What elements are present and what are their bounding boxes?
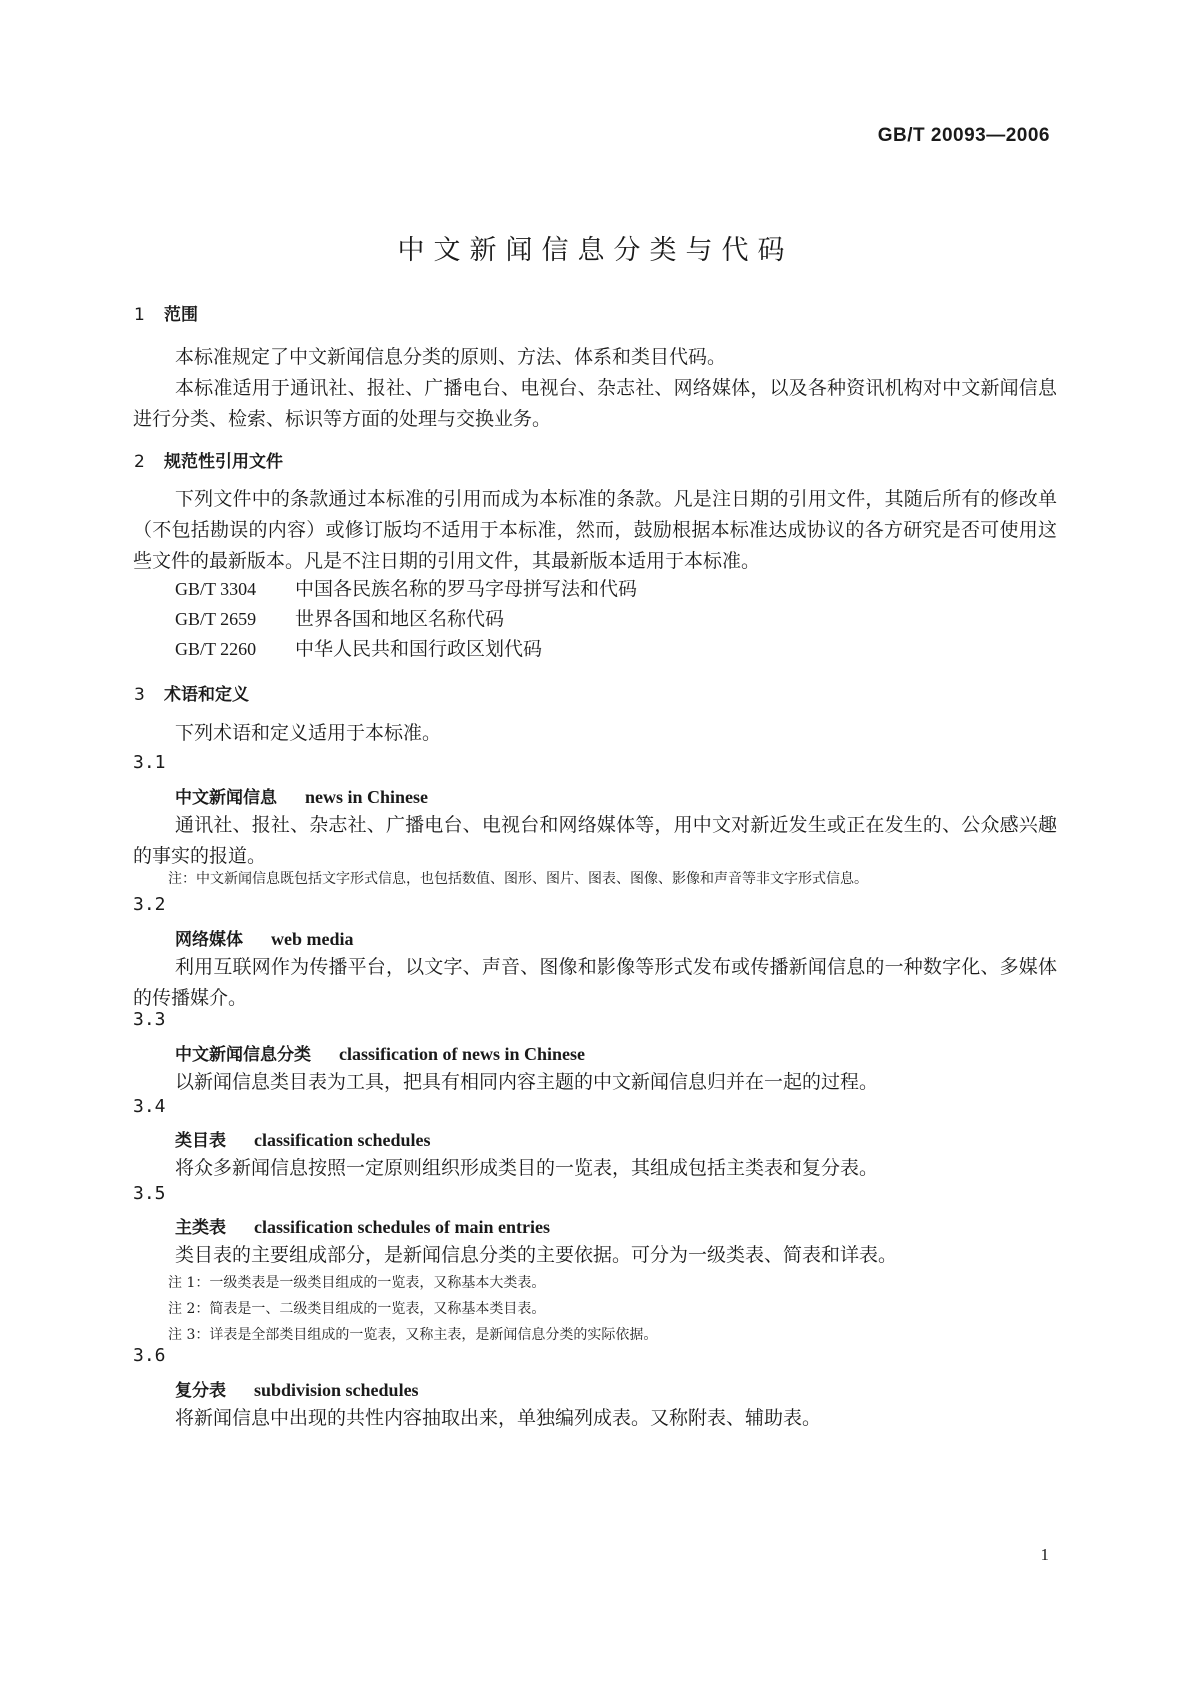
term-number: 3.4 xyxy=(133,1096,166,1117)
term-heading xyxy=(175,925,354,950)
section-3-heading xyxy=(134,680,249,705)
reference-title: 中华人民共和国行政区划代码 xyxy=(295,638,543,660)
term-definition: 通讯社、报社、杂志社、广播电台、电视台和网络媒体等，用中文对新近发生或正在发生的、公众感兴趣的事实的报道。 xyxy=(133,814,1057,867)
term-definition: 类目表的主要组成部分，是新闻信息分类的主要依据。可分为一级类表、简表和详表。 xyxy=(175,1244,898,1266)
section-number: 2 xyxy=(134,452,145,472)
document-title: 中文新闻信息分类与代码 xyxy=(397,235,794,266)
reference-item xyxy=(175,634,542,661)
term-number: 3.1 xyxy=(133,752,166,773)
paragraph: 本标准规定了中文新闻信息分类的原则、方法、体系和类目代码。 xyxy=(175,346,727,368)
term-number: 3.3 xyxy=(133,1009,166,1030)
term-en: news in Chinese xyxy=(305,787,429,807)
term-zh: 类目表 xyxy=(175,1131,226,1151)
term-en: classification schedules of main entries xyxy=(254,1217,550,1237)
term-note: 注 1：一级类表是一级类目组成的一览表，又称基本大类表。 xyxy=(168,1275,546,1291)
term-en: classification schedules xyxy=(254,1130,431,1150)
term-zh: 中文新闻信息分类 xyxy=(175,1045,311,1065)
term-note: 注 2：简表是一、二级类目组成的一览表，又称基本类目表。 xyxy=(168,1301,546,1317)
standard-number: GB/T 20093—2006 xyxy=(877,125,1050,146)
term-number: 3.2 xyxy=(133,894,166,915)
term-definition: 将新闻信息中出现的共性内容抽取出来，单独编列成表。又称附表、辅助表。 xyxy=(175,1407,822,1429)
term-en: subdivision schedules xyxy=(254,1380,419,1400)
paragraph: 本标准适用于通讯社、报社、广播电台、电视台、杂志社、网络媒体，以及各种资讯机构对中文新闻信息进行分类、检索、标识等方面的处理与交换业务。 xyxy=(133,377,1057,430)
term-heading xyxy=(175,1213,550,1238)
term-en: classification of news in Chinese xyxy=(339,1044,586,1064)
term-zh: 复分表 xyxy=(175,1381,226,1401)
reference-item xyxy=(175,604,504,631)
term-heading xyxy=(175,1040,585,1065)
term-number: 3.5 xyxy=(133,1183,166,1204)
section-number: 1 xyxy=(134,305,145,325)
term-zh: 主类表 xyxy=(175,1218,226,1238)
term-definition: 利用互联网作为传播平台，以文字、声音、图像和影像等形式发布或传播新闻信息的一种数字化、多媒体的传播媒介。 xyxy=(133,956,1057,1009)
section-title: 术语和定义 xyxy=(164,685,249,705)
term-number: 3.6 xyxy=(133,1345,166,1366)
reference-code: GB/T 2260 xyxy=(175,639,257,659)
section-intro: 下列术语和定义适用于本标准。 xyxy=(175,722,442,744)
reference-code: GB/T 3304 xyxy=(175,579,257,599)
section-title: 规范性引用文件 xyxy=(164,452,283,472)
term-definition: 以新闻信息类目表为工具，把具有相同内容主题的中文新闻信息归并在一起的过程。 xyxy=(175,1071,879,1093)
section-number: 3 xyxy=(134,685,145,705)
term-heading xyxy=(175,783,428,808)
term-heading xyxy=(175,1126,431,1151)
term-zh: 网络媒体 xyxy=(175,930,243,950)
reference-item xyxy=(175,574,637,601)
term-note: 注：中文新闻信息既包括文字形式信息，也包括数值、图形、图片、图表、图像、影像和声音等非文字形式信息。 xyxy=(168,871,868,887)
section-2-heading xyxy=(134,447,283,472)
reference-code: GB/T 2659 xyxy=(175,609,257,629)
paragraph: 下列文件中的条款通过本标准的引用而成为本标准的条款。凡是注日期的引用文件，其随后所有的修改单（不包括勘误的内容）或修订版均不适用于本标准，然而，鼓励根据本标准达成协议的各方研究是否可使用这些文件的最新版本。凡是不注日期的引用文件，其最新版本适用于本标准。 xyxy=(133,488,1057,572)
term-heading xyxy=(175,1376,419,1401)
reference-title: 中国各民族名称的罗马字母拼写法和代码 xyxy=(295,578,638,600)
page-number: 1 xyxy=(1040,1545,1049,1564)
section-1-heading xyxy=(134,300,198,325)
reference-title: 世界各国和地区名称代码 xyxy=(295,608,505,630)
term-zh: 中文新闻信息 xyxy=(175,788,277,808)
term-en: web media xyxy=(271,929,354,949)
term-definition: 将众多新闻信息按照一定原则组织形成类目的一览表，其组成包括主类表和复分表。 xyxy=(175,1157,879,1179)
section-title: 范围 xyxy=(164,305,198,325)
term-note: 注 3：详表是全部类目组成的一览表，又称主表，是新闻信息分类的实际依据。 xyxy=(168,1327,658,1343)
